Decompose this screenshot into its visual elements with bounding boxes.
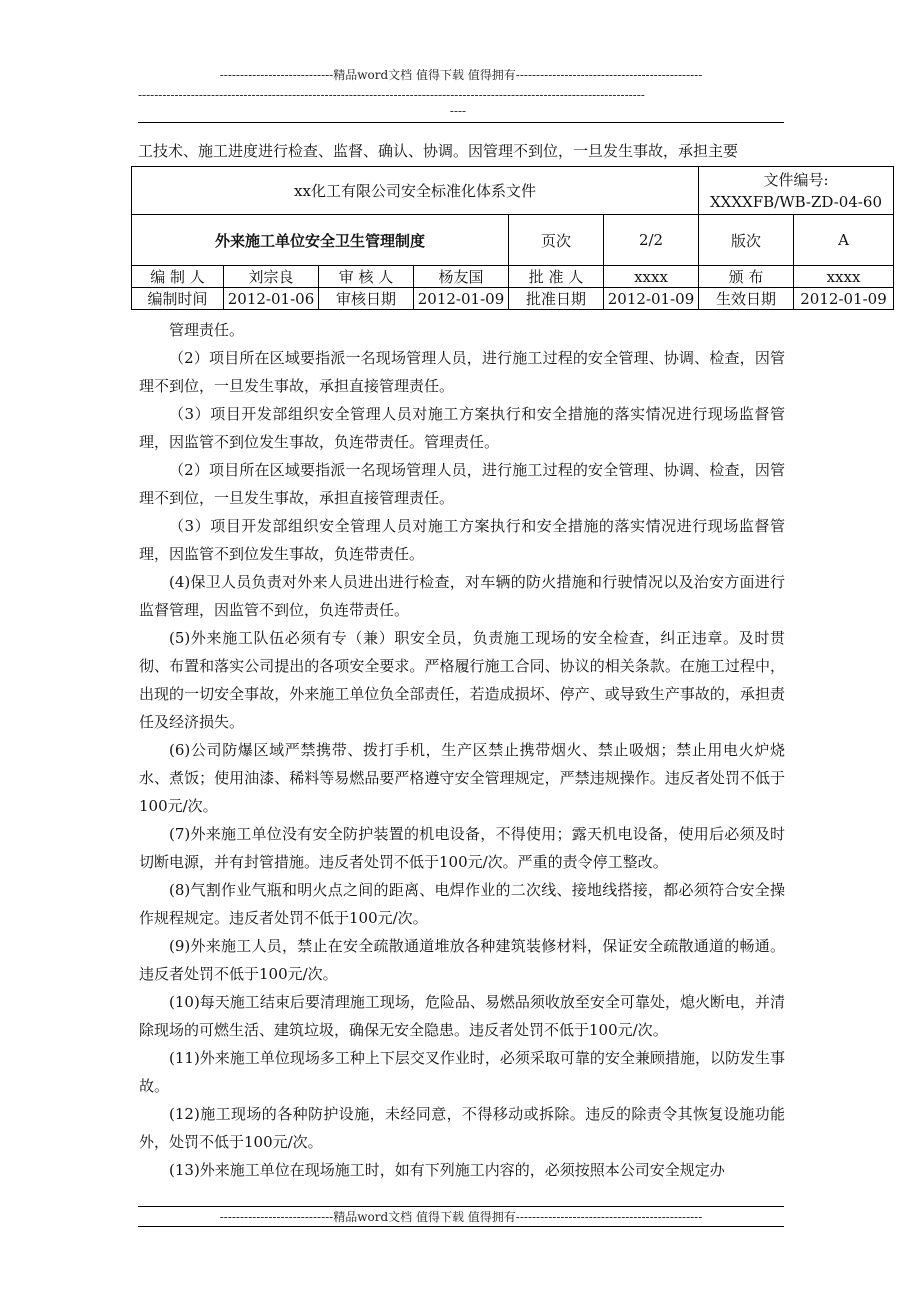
compile-date-value: 2012-01-06: [224, 288, 319, 310]
approve-date-label: 批准日期: [509, 288, 604, 310]
review-date-label: 审核日期: [319, 288, 414, 310]
paragraph: （2）项目所在区域要指派一名现场管理人员，进行施工过程的安全管理、协调、检查，因管理不到位，一旦发生事故，承担直接管理责任。: [139, 461, 785, 507]
paragraph: (13)外来施工单位在现场施工时，如有下列施工内容的，必须按照本公司安全规定办: [169, 1161, 725, 1179]
compile-date-label: 编制时间: [132, 288, 224, 310]
company-doc-title: xx化工有限公司安全标准化体系文件: [132, 167, 699, 215]
document-header-table: [131, 166, 894, 310]
paragraph: (7)外来施工单位没有安全防护装置的机电设备，不得使用；露天机电设备，使用后必须及时切断电源，并有封管措施。违反者处罚不低于100元/次。严重的责令停工整改。: [139, 825, 785, 871]
lead-text: 工技术、施工进度进行检查、监督、确认、协调。因管理不到位，一旦发生事故，承担主要: [138, 142, 739, 160]
version-label: 版次: [699, 215, 794, 266]
header-banner: ----------------------------精品word文档 值得下载 值得拥有----------------------------------------------: [219, 68, 703, 82]
file-number-label: 文件编号:: [763, 170, 829, 189]
issuer-value: xxxx: [794, 266, 894, 288]
compiler-label: 编 制 人: [132, 266, 224, 288]
effective-date-label: 生效日期: [699, 288, 794, 310]
paragraph: (12)施工现场的各种防护设施，未经同意，不得移动或拆除。违反的除责令其恢复设施功能外，处罚不低于100元/次。: [139, 1105, 785, 1151]
approver-value: xxxx: [604, 266, 699, 288]
header-dash-line: -----------------------------------------------------------------------------------------------------------------------------: [138, 88, 645, 102]
document-title: 外来施工单位安全卫生管理制度: [132, 215, 509, 266]
footer-rule: [138, 1206, 784, 1207]
review-date-value: 2012-01-09: [414, 288, 509, 310]
header-dash-tail: ----: [449, 104, 467, 118]
approver-label: 批 准 人: [509, 266, 604, 288]
paragraph: (11)外来施工单位现场多工种上下层交叉作业时，必须采取可靠的安全兼顾措施，以防发生事故。: [139, 1049, 785, 1095]
footer-rule-bottom: [138, 1226, 784, 1227]
issuer-label: 颁 布: [699, 266, 794, 288]
paragraph: (10)每天施工结束后要清理施工现场，危险品、易燃品须收放至安全可靠处，熄火断电，并清除现场的可燃生活、建筑垃圾，确保无安全隐患。违反者处罚不低于100元/次。: [139, 993, 785, 1039]
compiler-value: 刘宗良: [224, 266, 319, 288]
paragraph: （3）项目开发部组织安全管理人员对施工方案执行和安全措施的落实情况进行现场监督管理，因监管不到位发生事故，负连带责任。管理责任。: [139, 405, 785, 451]
reviewer-value: 杨友国: [414, 266, 509, 288]
paragraph: (8)气割作业气瓶和明火点之间的距离、电焊作业的二次线、接地线搭接，都必须符合安全操作规程规定。违反者处罚不低于100元/次。: [139, 881, 785, 927]
paragraph: 管理责任。: [169, 321, 245, 339]
page-label: 页次: [509, 215, 604, 266]
effective-date-value: 2012-01-09: [794, 288, 894, 310]
document-body: [139, 316, 785, 1184]
paragraph: （3）项目开发部组织安全管理人员对施工方案执行和安全措施的落实情况进行现场监督管理，因监管不到位发生事故，负连带责任。: [139, 517, 785, 563]
paragraph: (9)外来施工人员，禁止在安全疏散通道堆放各种建筑装修材料，保证安全疏散通道的畅通。违反者处罚不低于100元/次。: [139, 937, 785, 983]
paragraph: (4)保卫人员负责对外来人员进出进行检查，对车辆的防火措施和行驶情况以及治安方面进行监督管理，因监管不到位，负连带责任。: [139, 573, 785, 619]
page-value: 2/2: [604, 215, 699, 266]
approve-date-value: 2012-01-09: [604, 288, 699, 310]
file-number-value: XXXXFB/WB-ZD-04-60: [710, 192, 883, 211]
paragraph: (6)公司防爆区域严禁携带、拨打手机，生产区禁止携带烟火、禁止吸烟；禁止用电火炉烧水、煮饭；使用油漆、稀料等易燃品要严格遵守安全管理规定，严禁违规操作。违反者处罚不低于100元/次。: [139, 741, 785, 815]
file-number-cell: [699, 167, 894, 215]
reviewer-label: 审 核 人: [319, 266, 414, 288]
version-value: A: [794, 215, 894, 266]
paragraph: (5)外来施工队伍必须有专（兼）职安全员，负责施工现场的安全检查，纠正违章。及时贯彻、布置和落实公司提出的各项安全要求。严格履行施工合同、协议的相关条款。在施工过程中，出现的一切安全事故，外来施工单位负全部责任，若造成损坏、停产、或导致生产事故的，承担责任及经济损失。: [139, 629, 785, 731]
paragraph: （2）项目所在区域要指派一名现场管理人员，进行施工过程的安全管理、协调、检查，因管理不到位，一旦发生事故，承担直接管理责任。: [139, 349, 785, 395]
header-rule: [138, 122, 784, 123]
footer-banner: ----------------------------精品word文档 值得下载 值得拥有----------------------------------------------: [219, 1210, 703, 1224]
